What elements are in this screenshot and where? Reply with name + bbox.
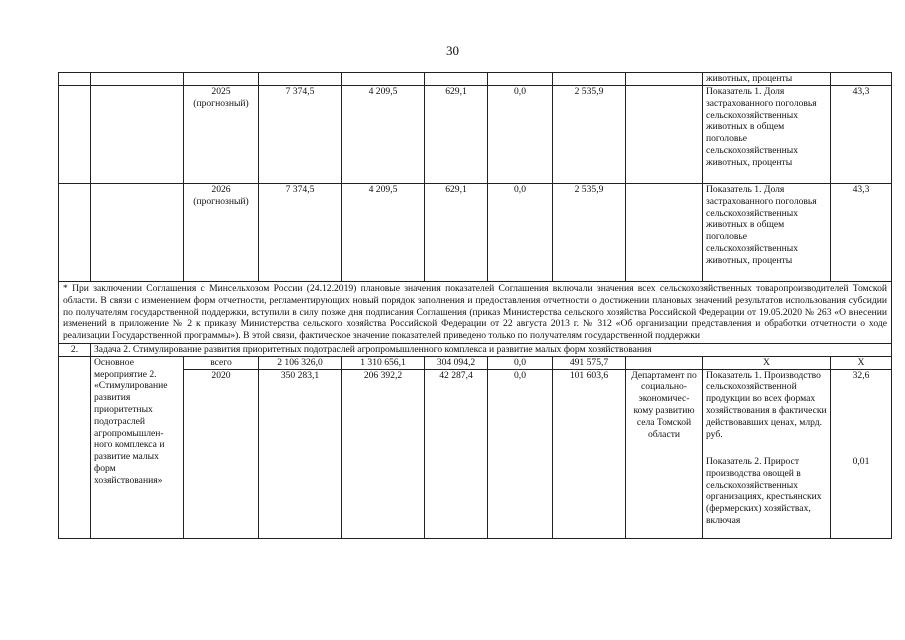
indicator-cell: Х bbox=[703, 356, 831, 369]
local-cell: 0,0 bbox=[488, 356, 553, 369]
regional-cell: 42 287,4 bbox=[425, 369, 488, 538]
table-row bbox=[59, 73, 892, 86]
task-number: 2. bbox=[59, 343, 91, 356]
local-cell: 0,0 bbox=[488, 184, 553, 282]
footnote: * При заключении Соглашения с Минсельхозом России (24.12.2019) плановые значения показателей Соглашения включали значения всех сельскохозяйственных товаропроизводителей Томской области. В связи с изменением форм отчетности, регламентирующих новый порядок заполнения и предоставления отчетности о достижении плановых значений результатов использования субсидии по получателям государственной поддержки, вступили в силу позже дня подписания Соглашения (приказ Министерства сельского хозяйства Российской Федерации от 19.05.2020 № 263 «О внесении изменений в приложение № 2 к приказу Министерства сельского хозяйства Российской Федерации от 22 августа 2013 г. № 312 «Об организации представления и обработки отчетности о ходе реализации Государственной программы»). В этой связи, фактическое значение показателей приведено только по получателям государственной поддержки bbox=[59, 282, 892, 344]
indicator-value: 43,3 bbox=[831, 86, 892, 184]
total-cell: 350 283,1 bbox=[259, 369, 342, 538]
indicator-cell: животных, проценты bbox=[703, 73, 831, 86]
total-cell: 7 374,5 bbox=[259, 86, 342, 184]
other-cell: 101 603,6 bbox=[553, 369, 626, 538]
year-cell: всего bbox=[184, 356, 259, 369]
page-number: 30 bbox=[446, 43, 459, 58]
indicator-cell: Показатель 1. Доля застрахованного поголовья сельскохозяйственных животных в общем поголовье сельскохозяйственных животных, проценты bbox=[703, 184, 831, 282]
year-cell: 2025 (прогнозный) bbox=[184, 86, 259, 184]
table-row bbox=[59, 282, 892, 344]
table-row bbox=[59, 86, 892, 184]
indicator-cell: Показатель 2. Прирост производства овощей в сельскохозяйственных организациях, крестьянских (фермерских) хозяйствах, включая bbox=[703, 456, 831, 538]
task-title: Задача 2. Стимулирование развития приоритетных подотраслей агропромышленного комплекса и развитие малых форм хозяйствования bbox=[91, 343, 892, 356]
local-cell: 0,0 bbox=[488, 369, 553, 538]
indicator-cell: Показатель 1. Доля застрахованного поголовья сельскохозяйственных животных в общем поголовье сельскохозяйственных животных, проценты bbox=[703, 86, 831, 184]
federal-cell: 1 310 656,1 bbox=[342, 356, 425, 369]
total-cell: 2 106 326,0 bbox=[259, 356, 342, 369]
year-cell: 2020 bbox=[184, 369, 259, 538]
regional-cell: 629,1 bbox=[425, 184, 488, 282]
table-row bbox=[59, 356, 892, 369]
other-cell: 491 575,7 bbox=[553, 356, 626, 369]
indicator-value: 43,3 bbox=[831, 184, 892, 282]
indicator-cell: Показатель 1. Производство сельскохозяйственной продукции во всех формах хозяйствования в фактически действовавших ценах, млрд. руб. bbox=[703, 369, 831, 456]
event-name: Основное мероприятие 2. «Стимулирование развития приоритетных подотраслей агропромышлен-ного комплекса и развитие малых форм хозяйствования» bbox=[91, 356, 184, 538]
other-cell: 2 535,9 bbox=[553, 184, 626, 282]
other-cell: 2 535,9 bbox=[553, 86, 626, 184]
federal-cell: 4 209,5 bbox=[342, 86, 425, 184]
indicator-value: 32,6 bbox=[831, 369, 892, 456]
regional-cell: 629,1 bbox=[425, 86, 488, 184]
table-row bbox=[59, 343, 892, 356]
table-row bbox=[59, 369, 892, 456]
year-cell: 2026 (прогнозный) bbox=[184, 184, 259, 282]
department-cell: Департамент по социально-экономичес-кому развитию села Томской области bbox=[626, 369, 703, 538]
table-row bbox=[59, 184, 892, 282]
local-cell: 0,0 bbox=[488, 86, 553, 184]
indicator-value: 0,01 bbox=[831, 456, 892, 538]
federal-cell: 206 392,2 bbox=[342, 369, 425, 538]
total-cell: 7 374,5 bbox=[259, 184, 342, 282]
federal-cell: 4 209,5 bbox=[342, 184, 425, 282]
indicator-value: Х bbox=[831, 356, 892, 369]
program-table bbox=[58, 72, 892, 539]
regional-cell: 304 094,2 bbox=[425, 356, 488, 369]
